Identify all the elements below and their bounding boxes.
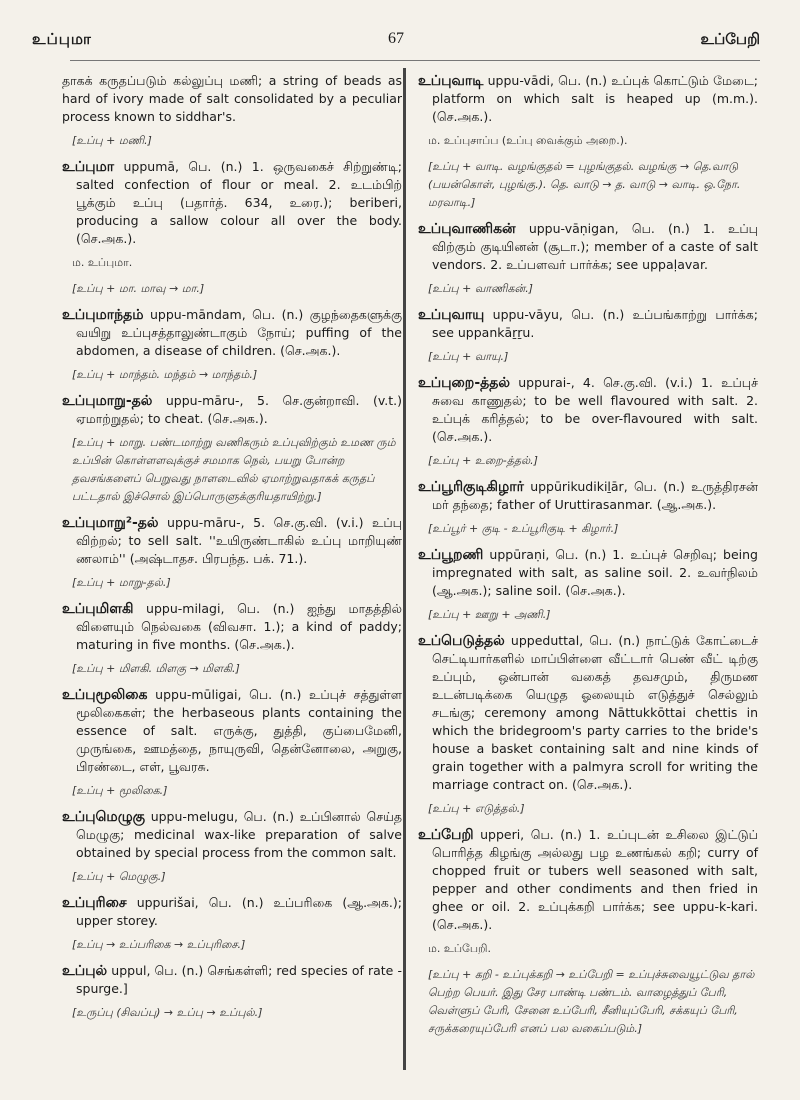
dictionary-entry [62, 962, 402, 998]
entry-continuation: தாகக் கருதப்படும் கல்லுப்பு மணி; a string of beads as hard of ivory made of salt consolidated by a peculiar process known to siddhar's. [62, 73, 402, 124]
entry-definition: uppu-milagi, பெ. (n.) ஐந்து மாதத்தில் விளையும் நெல்வகை (விவசா. 1.); a kind of paddy; maturing in five months. (செ.அக.). [76, 601, 402, 652]
etymology-note: [உப்பு + மூலிகை.] [72, 784, 168, 797]
dictionary-entry [62, 894, 402, 930]
dictionary-entry [418, 632, 758, 794]
cognate-note: ம. உப்புமா. [72, 256, 133, 269]
entry-headword: உப்பெடுத்தல் [418, 633, 505, 649]
entry-headword: உப்புமாந்தம் [62, 307, 144, 323]
dictionary-entry [418, 72, 758, 126]
entry-definition: uppul, பெ. (n.) செங்கள்ளி; red species of rate - spurge.] [76, 963, 402, 996]
etymology-note: [உப்பு + மாறு-தல்.] [72, 576, 171, 589]
entry-headword: உப்புல் [62, 963, 108, 979]
etymology-note: [உப்பு → உப்பரிகை → உப்புரிசை.] [72, 938, 246, 951]
dictionary-entry [418, 374, 758, 446]
entry-headword: உப்புமாறு-தல் [62, 393, 153, 409]
entry-headword: உப்புமூலிகை [62, 687, 148, 703]
etymology-note: [உப்பு + மாந்தம். மந்தம் → மாந்தம்.] [72, 368, 258, 381]
column-divider [403, 68, 406, 1070]
entry-headword: உப்புமா [62, 159, 115, 175]
running-head-left: உப்புமா [32, 30, 92, 48]
header-rule [70, 60, 760, 61]
entry-definition: uppu-māru-, 5. செ.கு.வி. (v.i.) உப்பு விற்றல்; to sell salt. ''உயிருண்டாகில் உப்பு மாறியுண் ணலாம்'' (அஷ்டாதச. பிரபந்த. பக். 71.). [76, 515, 402, 566]
left-column [62, 72, 402, 1030]
dictionary-entry [418, 220, 758, 274]
etymology-note: [உப்பு + மா. மாவு → மா.] [72, 282, 205, 295]
entry-definition: uppu-mūligai, பெ. (n.) உப்புச் சத்துள்ள மூலிகைகள்; the herbaseous plants containing the essence of salt. எருக்கு, துத்தி, குப்பைமேனி, முருங்கை, ஊமத்தை, நாயுருவி, தென்னோலை, அறுகு, பிரண்டை, எள், பூவரசு. [76, 687, 402, 774]
entry-headword: உப்புறை-த்தல் [418, 375, 510, 391]
cognate-note: ம. உப்புசாப்ப (உப்பு வைக்கும் அறை.). [428, 134, 628, 147]
etymology-note: [உப்பு + கறி - உப்புக்கறி → உப்பேறி = உப்புச்சுவையூட்டுவ தால் பெற்ற பெயர். இது சேர பாண்டி பண்டம். வாழைத்துப் பேரி, வெள்ளுப் பேரி, சேனை உப்பேரி, சீனியுப்பேரி, சக்கயுப் பேரி, சருக்கரையுப்பேரி எனப் பல வகைப்படும்.] [428, 968, 755, 1035]
entry-headword: உப்புமெழுகு [62, 809, 146, 825]
entry-definition: uppūraṇi, பெ. (n.) 1. உப்புச் செறிவு; being impregnated with salt, as saline soil. 2. உவர்நிலம் (ஆ.அக.); saline soil. (செ.அக.). [432, 547, 758, 598]
entry-definition: uppeduttal, பெ. (n.) நாட்டுக் கோட்டைச் செட்டியார்களில் மாப்பிள்ளை வீட்டார் பெண் வீட் டிற்கு உப்பும், ஒன்பான் வகைத் தவசமும், திருமண உடன்படிக்கை யெழுத ஓலையும் எடுத்துச் செல்லும் சடங்கு; ceremony among Nāttukkōttai chettis in which the bridegroom's party carries to the bride's house a basket containing salt and nine kinds of grain together with a palmyra scroll for writing the marriage contract on. (செ.அக.). [432, 633, 758, 792]
dictionary-entry [62, 306, 402, 360]
dictionary-entry [62, 808, 402, 862]
entry-definition: uppurišai, பெ. (n.) உப்பரிகை (ஆ.அக.); upper storey. [76, 895, 402, 928]
etymology-note: [உப்பு + உறை-த்தல்.] [428, 454, 538, 467]
entry-definition: uppumā, பெ. (n.) 1. ஒருவகைச் சிற்றுண்டி; salted confection of flour or meal. 2. உடம்பிற் பூக்கும் உப்பு (பதார்த். 634, உரை.); beriberi, producing a sallow colour all over the body. (செ.அக.). [76, 159, 402, 246]
dictionary-entry [418, 306, 758, 342]
entry-headword: உப்புவாணிகன் [418, 221, 516, 237]
etymology-note: [உப்பு + வாயு.] [428, 350, 509, 363]
etymology-note: [உப்பு + மிளகி. மிளகு → மிளகி.] [72, 662, 240, 675]
entry-headword: உப்புரிசை [62, 895, 127, 911]
etymology-note: [உருப்பு (சிவப்பு) → உப்பு → உப்புல்.] [72, 1006, 263, 1019]
cognate-note: ம. உப்பேறி. [428, 942, 491, 955]
entry-definition: upperi, பெ. (n.) 1. உப்புடன் உசிலை இட்டுப் பொரித்த கிழங்கு அல்லது பழ உணங்கல் கறி; curry of chopped fruit or tubers well seasoned with salt, pepper and other condiments and then fried in ghee or oil. 2. உப்புக்கறி பார்க்க; see uppu-k-kari. (செ.அக.). [432, 827, 758, 932]
dictionary-entry [62, 392, 402, 428]
dictionary-entry [418, 546, 758, 600]
etymology-note: [உப்பு + மணி.] [72, 134, 152, 147]
entry-headword: உப்பூரிகுடிகிழார் [418, 479, 524, 495]
dictionary-entry [418, 826, 758, 934]
entry-definition: uppu-māru-, 5. செ.குன்றாவி. (v.t.) ஏமாற்றுதல்; to cheat. (செ.அக.). [76, 393, 402, 426]
entry-headword: உப்பூறணி [418, 547, 484, 563]
etymology-note: [உப்பு + எடுத்தல்.] [428, 802, 525, 815]
entry-headword: உப்புமிளகி [62, 601, 134, 617]
etymology-note: [உப்பூர் + குடி - உப்பூரிகுடி + கிழார்.] [428, 522, 619, 535]
entry-headword: உப்பேறி [418, 827, 474, 843]
etymology-note: [உப்பு + மாறு. பண்டமாற்று வணிகரும் உப்புவிற்கும் உமண ரும் உப்பின் கொள்ளளவுக்குச் சமமாக நெல், பயறு போன்ற தவசங்களைப் பெறுவது நாளடைவில் ஏமாற்றுவதாகக் கருதப் பட்டதால் இச்சொல் இப்பொருளுக்குரியதாயிற்று.] [72, 436, 396, 503]
etymology-note: [உப்பு + ஊறு + அணி.] [428, 608, 551, 621]
dictionary-entry [62, 686, 402, 776]
entry-definition: uppu-vāṇigan, பெ. (n.) 1. உப்பு விற்கும் குடியினன் (சூடா.); member of a caste of salt vendors. 2. உப்பளவர் பார்க்க; see uppaḷavar. [432, 221, 758, 272]
entry-headword: உப்புவாயு [418, 307, 485, 323]
dictionary-entry [62, 600, 402, 654]
entry-definition: uppu-vāyu, பெ. (n.) உப்பங்காற்று பார்க்க; see uppankāṟṟu. [432, 307, 758, 340]
etymology-note: [உப்பு + வாணிகன்.] [428, 282, 533, 295]
dictionary-entry [418, 478, 758, 514]
entry-definition: uppu-māndam, பெ. (n.) குழந்தைகளுக்கு வயிறு உப்புசத்தாலுண்டாகும் நோய்; puffing of the abdomen, a disease of children. (செ.அக.). [76, 307, 402, 358]
etymology-note: [உப்பு + வாடி. வழங்குதல் = புழங்குதல். வழங்கு → தெ.வாடு (பயன்கொள், புழங்கு.). தெ. வாடு → த. வாடு → வாடி. ஒ.நோ. மரவாடி.] [428, 160, 741, 209]
dictionary-entry [62, 158, 402, 248]
entry-headword: உப்புமாறு²-தல் [62, 515, 159, 531]
entry-definition: uppurai-, 4. செ.கு.வி. (v.i.) 1. உப்புச் சுவை காணுதல்; to be well flavoured with salt. 2. உப்புக் கரித்தல்; to be over-flavoured with salt. (செ.அக.). [432, 375, 758, 444]
dictionary-entry [62, 514, 402, 568]
entry-headword: உப்புவாடி [418, 73, 484, 89]
page-header [0, 28, 800, 58]
page-number: 67 [388, 30, 404, 47]
etymology-note: [உப்பு + மெழுகு.] [72, 870, 166, 883]
right-column [418, 72, 758, 1046]
running-head-right: உப்பேறி [700, 30, 760, 48]
entry-definition: uppu-vādi, பெ. (n.) உப்புக் கொட்டும் மேடை; platform on which salt is heaped up (m.m.). (செ.அக.). [432, 73, 758, 124]
entry-definition: uppūrikudikiḻār, பெ. (n.) உருத்திரசன் மர் தந்தை; father of Uruttirasanmar. (ஆ.அக.). [432, 479, 758, 512]
entry-definition: uppu-melugu, பெ. (n.) உப்பினால் செய்த மெழுகு; medicinal wax-like preparation of salve obtained by special process from the common salt. [76, 809, 402, 860]
